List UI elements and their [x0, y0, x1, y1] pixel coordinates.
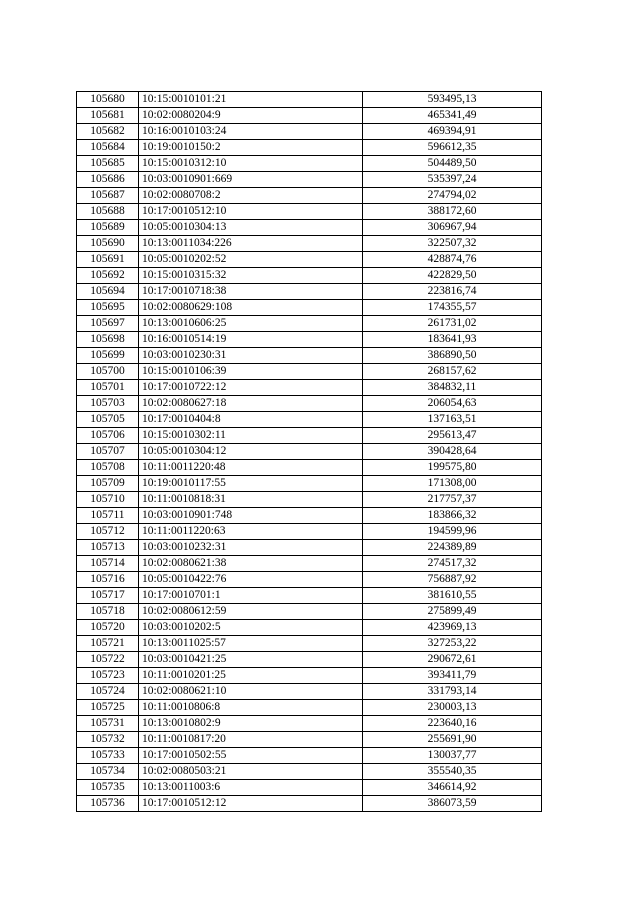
record-number-cell: 105708 — [77, 460, 139, 476]
record-number-cell: 105716 — [77, 572, 139, 588]
record-number-cell: 105688 — [77, 204, 139, 220]
table-row — [77, 764, 542, 780]
record-number-cell: 105733 — [77, 748, 139, 764]
table-row — [77, 652, 542, 668]
table-row — [77, 396, 542, 412]
cadastral-number-cell: 10:16:0010103:24 — [139, 124, 363, 140]
cadastral-number-cell: 10:02:0080621:38 — [139, 556, 363, 572]
table-row — [77, 300, 542, 316]
cadastral-number-cell: 10:02:0080708:2 — [139, 188, 363, 204]
cadastral-number-cell: 10:03:0010232:31 — [139, 540, 363, 556]
cadastral-value-cell: 331793,14 — [363, 684, 542, 700]
record-number-cell: 105711 — [77, 508, 139, 524]
table-row — [77, 780, 542, 796]
cadastral-value-cell: 596612,35 — [363, 140, 542, 156]
cadastral-value-table — [76, 91, 542, 812]
table-row — [77, 684, 542, 700]
record-number-cell: 105681 — [77, 108, 139, 124]
cadastral-value-cell: 223816,74 — [363, 284, 542, 300]
table-row — [77, 108, 542, 124]
table-row — [77, 236, 542, 252]
cadastral-value-cell: 355540,35 — [363, 764, 542, 780]
cadastral-number-cell: 10:05:0010202:52 — [139, 252, 363, 268]
table-row — [77, 124, 542, 140]
cadastral-value-cell: 223640,16 — [363, 716, 542, 732]
cadastral-number-cell: 10:11:0010818:31 — [139, 492, 363, 508]
cadastral-value-cell: 255691,90 — [363, 732, 542, 748]
cadastral-value-cell: 593495,13 — [363, 92, 542, 108]
cadastral-value-cell: 388172,60 — [363, 204, 542, 220]
record-number-cell: 105703 — [77, 396, 139, 412]
cadastral-number-cell: 10:17:0010718:38 — [139, 284, 363, 300]
cadastral-number-cell: 10:11:0010201:25 — [139, 668, 363, 684]
record-number-cell: 105722 — [77, 652, 139, 668]
record-number-cell: 105701 — [77, 380, 139, 396]
cadastral-value-cell: 217757,37 — [363, 492, 542, 508]
cadastral-value-cell: 469394,91 — [363, 124, 542, 140]
cadastral-value-cell: 174355,57 — [363, 300, 542, 316]
table-row — [77, 188, 542, 204]
table-row — [77, 348, 542, 364]
cadastral-number-cell: 10:13:0011003:6 — [139, 780, 363, 796]
cadastral-value-cell: 274517,32 — [363, 556, 542, 572]
cadastral-value-cell: 199575,80 — [363, 460, 542, 476]
record-number-cell: 105687 — [77, 188, 139, 204]
cadastral-number-cell: 10:17:0010404:8 — [139, 412, 363, 428]
record-number-cell: 105680 — [77, 92, 139, 108]
cadastral-number-cell: 10:15:0010302:11 — [139, 428, 363, 444]
record-number-cell: 105705 — [77, 412, 139, 428]
cadastral-value-cell: 183866,32 — [363, 508, 542, 524]
cadastral-value-cell: 346614,92 — [363, 780, 542, 796]
cadastral-number-cell: 10:02:0080629:108 — [139, 300, 363, 316]
cadastral-value-cell: 756887,92 — [363, 572, 542, 588]
record-number-cell: 105721 — [77, 636, 139, 652]
table-row — [77, 316, 542, 332]
table-row — [77, 636, 542, 652]
table-row — [77, 796, 542, 812]
record-number-cell: 105709 — [77, 476, 139, 492]
table-row — [77, 412, 542, 428]
cadastral-number-cell: 10:15:0010106:39 — [139, 364, 363, 380]
table-row — [77, 284, 542, 300]
record-number-cell: 105720 — [77, 620, 139, 636]
table-row — [77, 444, 542, 460]
cadastral-number-cell: 10:11:0010817:20 — [139, 732, 363, 748]
record-number-cell: 105734 — [77, 764, 139, 780]
table-row — [77, 508, 542, 524]
table-row — [77, 700, 542, 716]
cadastral-number-cell: 10:05:0010304:12 — [139, 444, 363, 460]
cadastral-value-cell: 386073,59 — [363, 796, 542, 812]
cadastral-number-cell: 10:16:0010514:19 — [139, 332, 363, 348]
cadastral-value-cell: 535397,24 — [363, 172, 542, 188]
cadastral-value-cell: 386890,50 — [363, 348, 542, 364]
record-number-cell: 105695 — [77, 300, 139, 316]
cadastral-number-cell: 10:15:0010312:10 — [139, 156, 363, 172]
cadastral-value-cell: 465341,49 — [363, 108, 542, 124]
record-number-cell: 105712 — [77, 524, 139, 540]
cadastral-number-cell: 10:02:0080204:9 — [139, 108, 363, 124]
cadastral-value-cell: 384832,11 — [363, 380, 542, 396]
table-row — [77, 588, 542, 604]
table-row — [77, 748, 542, 764]
cadastral-value-cell: 381610,55 — [363, 588, 542, 604]
record-number-cell: 105718 — [77, 604, 139, 620]
table-row — [77, 252, 542, 268]
record-number-cell: 105698 — [77, 332, 139, 348]
cadastral-value-cell: 194599,96 — [363, 524, 542, 540]
table-row — [77, 604, 542, 620]
cadastral-number-cell: 10:19:0010150:2 — [139, 140, 363, 156]
cadastral-number-cell: 10:19:0010117:55 — [139, 476, 363, 492]
record-number-cell: 105707 — [77, 444, 139, 460]
cadastral-number-cell: 10:17:0010512:10 — [139, 204, 363, 220]
table-row — [77, 220, 542, 236]
cadastral-value-cell: 322507,32 — [363, 236, 542, 252]
record-number-cell: 105717 — [77, 588, 139, 604]
cadastral-number-cell: 10:02:0080621:10 — [139, 684, 363, 700]
table-row — [77, 572, 542, 588]
cadastral-value-cell: 390428,64 — [363, 444, 542, 460]
cadastral-number-cell: 10:15:0010315:32 — [139, 268, 363, 284]
table-row — [77, 492, 542, 508]
cadastral-value-cell: 206054,63 — [363, 396, 542, 412]
record-number-cell: 105735 — [77, 780, 139, 796]
table-row — [77, 716, 542, 732]
cadastral-number-cell: 10:13:0010606:25 — [139, 316, 363, 332]
record-number-cell: 105697 — [77, 316, 139, 332]
cadastral-number-cell: 10:11:0011220:48 — [139, 460, 363, 476]
record-number-cell: 105732 — [77, 732, 139, 748]
cadastral-value-cell: 275899,49 — [363, 604, 542, 620]
record-number-cell: 105723 — [77, 668, 139, 684]
table-row — [77, 428, 542, 444]
cadastral-value-cell: 504489,50 — [363, 156, 542, 172]
cadastral-value-cell: 423969,13 — [363, 620, 542, 636]
cadastral-value-cell: 306967,94 — [363, 220, 542, 236]
cadastral-number-cell: 10:05:0010422:76 — [139, 572, 363, 588]
record-number-cell: 105684 — [77, 140, 139, 156]
table-row — [77, 620, 542, 636]
cadastral-value-cell: 393411,79 — [363, 668, 542, 684]
table-row — [77, 156, 542, 172]
table-row — [77, 92, 542, 108]
record-number-cell: 105692 — [77, 268, 139, 284]
table-row — [77, 476, 542, 492]
table-row — [77, 140, 542, 156]
cadastral-value-cell: 290672,61 — [363, 652, 542, 668]
record-number-cell: 105685 — [77, 156, 139, 172]
table-row — [77, 172, 542, 188]
table-row — [77, 668, 542, 684]
record-number-cell: 105706 — [77, 428, 139, 444]
record-number-cell: 105700 — [77, 364, 139, 380]
table-row — [77, 204, 542, 220]
cadastral-number-cell: 10:03:0010230:31 — [139, 348, 363, 364]
cadastral-value-cell: 130037,77 — [363, 748, 542, 764]
cadastral-number-cell: 10:17:0010502:55 — [139, 748, 363, 764]
table-row — [77, 556, 542, 572]
cadastral-number-cell: 10:13:0010802:9 — [139, 716, 363, 732]
cadastral-number-cell: 10:17:0010722:12 — [139, 380, 363, 396]
cadastral-value-cell: 230003,13 — [363, 700, 542, 716]
table-body — [77, 92, 542, 812]
record-number-cell: 105686 — [77, 172, 139, 188]
record-number-cell: 105731 — [77, 716, 139, 732]
record-number-cell: 105713 — [77, 540, 139, 556]
cadastral-number-cell: 10:11:0011220:63 — [139, 524, 363, 540]
record-number-cell: 105694 — [77, 284, 139, 300]
cadastral-number-cell: 10:02:0080612:59 — [139, 604, 363, 620]
cadastral-number-cell: 10:03:0010901:748 — [139, 508, 363, 524]
record-number-cell: 105710 — [77, 492, 139, 508]
record-number-cell: 105682 — [77, 124, 139, 140]
cadastral-number-cell: 10:17:0010512:12 — [139, 796, 363, 812]
cadastral-value-cell: 171308,00 — [363, 476, 542, 492]
cadastral-value-cell: 261731,02 — [363, 316, 542, 332]
cadastral-number-cell: 10:02:0080503:21 — [139, 764, 363, 780]
cadastral-value-cell: 295613,47 — [363, 428, 542, 444]
cadastral-number-cell: 10:03:0010202:5 — [139, 620, 363, 636]
table-row — [77, 268, 542, 284]
cadastral-number-cell: 10:13:0011034:226 — [139, 236, 363, 252]
cadastral-number-cell: 10:03:0010901:669 — [139, 172, 363, 188]
table-row — [77, 732, 542, 748]
cadastral-value-cell: 268157,62 — [363, 364, 542, 380]
cadastral-value-cell: 137163,51 — [363, 412, 542, 428]
cadastral-number-cell: 10:02:0080627:18 — [139, 396, 363, 412]
record-number-cell: 105691 — [77, 252, 139, 268]
record-number-cell: 105736 — [77, 796, 139, 812]
record-number-cell: 105699 — [77, 348, 139, 364]
record-number-cell: 105714 — [77, 556, 139, 572]
cadastral-value-cell: 274794,02 — [363, 188, 542, 204]
cadastral-number-cell: 10:05:0010304:13 — [139, 220, 363, 236]
cadastral-value-cell: 428874,76 — [363, 252, 542, 268]
cadastral-value-cell: 422829,50 — [363, 268, 542, 284]
table-row — [77, 332, 542, 348]
record-number-cell: 105689 — [77, 220, 139, 236]
cadastral-number-cell: 10:15:0010101:21 — [139, 92, 363, 108]
cadastral-value-cell: 327253,22 — [363, 636, 542, 652]
table-row — [77, 380, 542, 396]
record-number-cell: 105690 — [77, 236, 139, 252]
table-row — [77, 540, 542, 556]
table-row — [77, 460, 542, 476]
cadastral-value-cell: 224389,89 — [363, 540, 542, 556]
cadastral-number-cell: 10:11:0010806:8 — [139, 700, 363, 716]
cadastral-number-cell: 10:13:0011025:57 — [139, 636, 363, 652]
cadastral-value-cell: 183641,93 — [363, 332, 542, 348]
record-number-cell: 105725 — [77, 700, 139, 716]
table-row — [77, 524, 542, 540]
record-number-cell: 105724 — [77, 684, 139, 700]
cadastral-number-cell: 10:03:0010421:25 — [139, 652, 363, 668]
table-row — [77, 364, 542, 380]
cadastral-number-cell: 10:17:0010701:1 — [139, 588, 363, 604]
